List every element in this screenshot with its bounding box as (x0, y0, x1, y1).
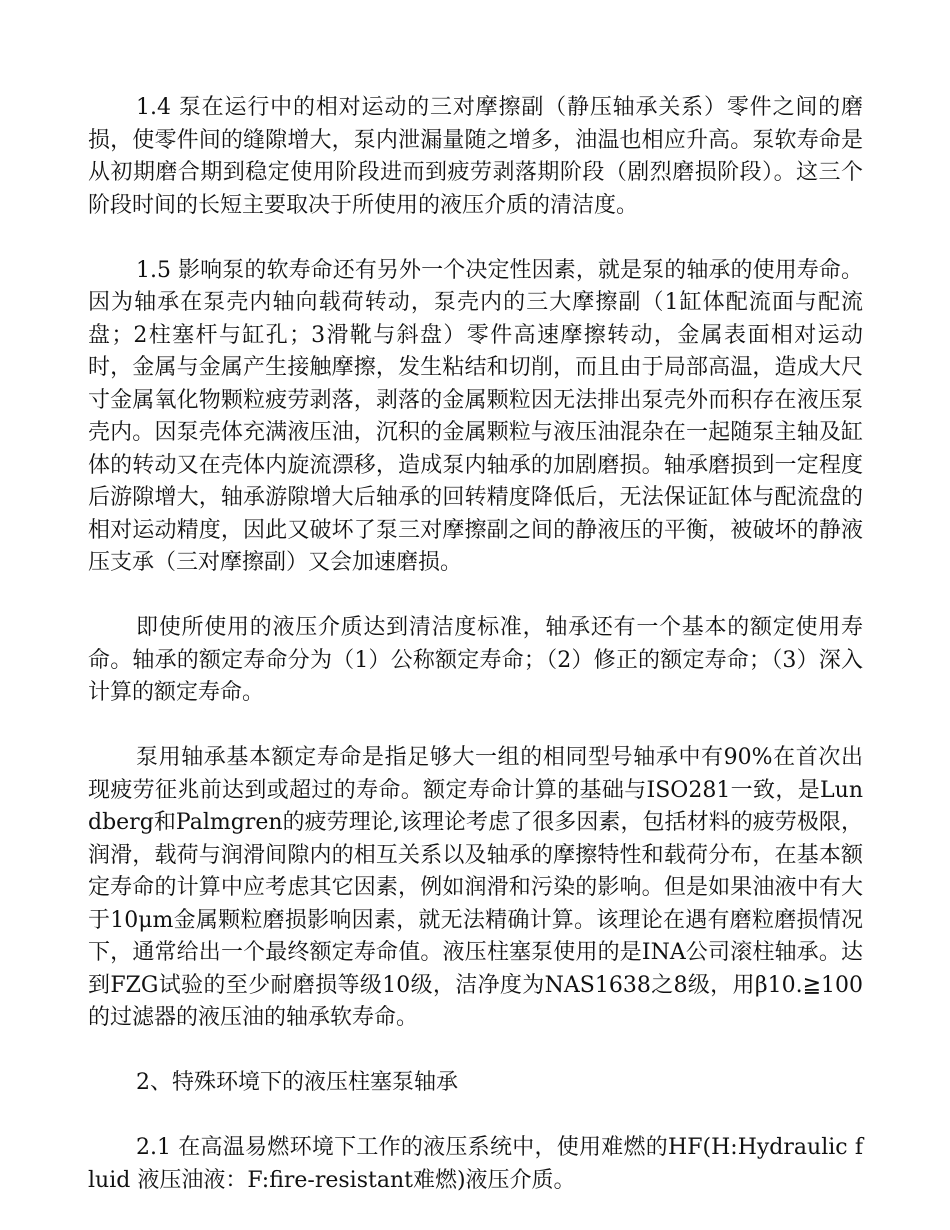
paragraph-2-1: 2.1 在高温易燃环境下工作的液压系统中，使用难燃的HF(H:Hydraulic fluid 液压油液：F:fire-resistant难燃)液压介质。 (88, 1135, 863, 1193)
document-page (88, 92, 863, 1197)
paragraph-1-4: 1.4 泵在运行中的相对运动的三对摩擦副（静压轴承关系）零件之间的磨损，使零件间的缝隙增大，泵内泄漏量随之增多，油温也相应升高。泵软寿命是从初期磨合期到稳定使用阶段进而到疲劳剥落期阶段（剧烈磨损阶段）。这三个阶段时间的长短主要取决于所使用的液压介质的清洁度。 (88, 95, 863, 218)
paragraph-1-5: 1.5 影响泵的软寿命还有另外一个决定性因素，就是泵的轴承的使用寿命。因为轴承在泵壳内轴向载荷转动，泵壳内的三大摩擦副（1缸体配流面与配流盘；2柱塞杆与缸孔；3滑靴与斜盘）零件高速摩擦转动，金属表面相对运动时，金属与金属产生接触摩擦，发生粘结和切削，而且由于局部高温，造成大尺寸金属氧化物颗粒疲劳剥落，剥落的金属颗粒因无法排出泵壳外而积存在液压泵壳内。因泵壳体充满液压油，沉积的金属颗粒与液压油混杂在一起随泵主轴及缸体的转动又在壳体内旋流漂移，造成泵内轴承的加剧磨损。轴承磨损到一定程度后游隙增大，轴承游隙增大后轴承的回转精度降低后，无法保证缸体与配流盘的相对运动精度，因此又破坏了泵三对摩擦副之间的静液压的平衡，被破坏的静液压支承（三对摩擦副）又会加速磨损。 (88, 257, 863, 575)
section-heading-2: 2、特殊环境下的液压柱塞泵轴承 (136, 1070, 458, 1095)
paragraph-basic-rated-life: 泵用轴承基本额定寿命是指足够大一组的相同型号轴承中有90%在首次出现疲劳征兆前达到或超过的寿命。额定寿命计算的基础与ISO281一致，是Lundberg和Palmgren的疲劳理论,该理论考虑了很多因素，包括材料的疲劳极限，润滑，载荷与润滑间隙内的相互关系以及轴承的摩擦特性和载荷分布，在基本额定寿命的计算中应考虑其它因素，例如润滑和污染的影响。但是如果油液中有大于10μm金属颗粒磨损影响因素，就无法精确计算。该理论在遇有磨粒磨损情况下，通常给出一个最终额定寿命值。液压柱塞泵使用的是INA公司滚柱轴承。达到FZG试验的至少耐磨损等级10级，洁净度为NAS1638之8级，用β10.≧100的过滤器的液压油的轴承软寿命。 (88, 745, 863, 1030)
paragraph-rated-life: 即使所使用的液压介质达到清洁度标准，轴承还有一个基本的额定使用寿命。轴承的额定寿命分为（1）公称额定寿命；（2）修正的额定寿命；（3）深入计算的额定寿命。 (88, 615, 863, 705)
